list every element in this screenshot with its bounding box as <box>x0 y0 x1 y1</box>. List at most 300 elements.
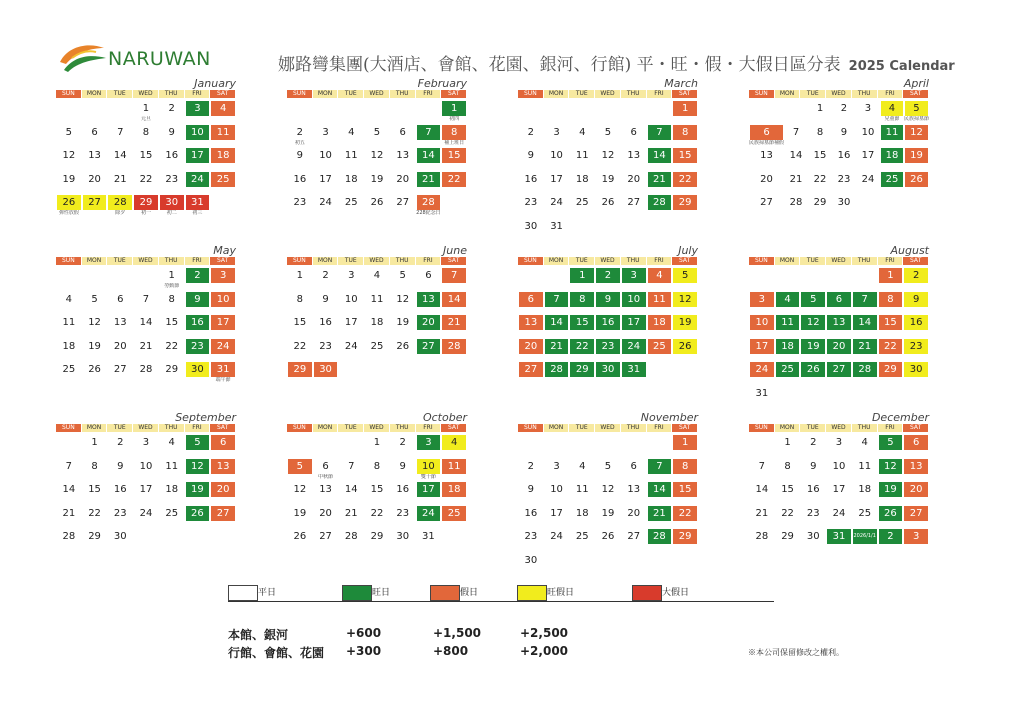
day-cell <box>159 506 185 530</box>
month-april <box>749 77 929 219</box>
day-number: 8 <box>168 293 175 305</box>
day-number: 6 <box>91 126 98 138</box>
day-number: 6 <box>630 460 637 472</box>
day-cell <box>595 292 621 316</box>
day-cell <box>313 172 339 196</box>
weekday-label: FRI <box>185 90 211 98</box>
empty-cell <box>569 101 595 125</box>
day-cell <box>856 101 880 125</box>
day-number: 3 <box>622 268 646 283</box>
day-number: 19 <box>186 482 210 497</box>
day-cell <box>210 459 236 483</box>
day-number: 16 <box>396 484 410 495</box>
month-september <box>56 411 236 553</box>
day-cell <box>775 362 801 386</box>
day-number: 16 <box>904 315 928 330</box>
holiday-note: 初一 <box>140 210 151 216</box>
day-cell <box>518 292 544 316</box>
weekday-header <box>518 424 698 432</box>
day-cell <box>159 339 185 363</box>
pricing-label: 行館、會館、花園 <box>228 646 325 660</box>
day-cell <box>800 292 826 316</box>
day-number: 29 <box>370 531 384 542</box>
empty-cell <box>800 268 826 292</box>
page-title <box>278 50 955 75</box>
day-cell <box>595 195 621 219</box>
weekday-label: THU <box>852 90 878 98</box>
day-cell <box>416 292 442 316</box>
day-number: 2 <box>527 126 535 138</box>
day-number: 3 <box>904 529 928 544</box>
day-number: 14 <box>648 148 672 163</box>
day-number: 20 <box>211 482 235 497</box>
holiday-note: 勞動節 <box>164 283 180 289</box>
day-number: 24 <box>832 507 846 519</box>
day-cell <box>878 459 904 483</box>
day-cell <box>338 268 364 292</box>
day-cell <box>313 292 339 316</box>
day-number: 29 <box>165 364 179 375</box>
day-number: 7 <box>853 292 877 307</box>
day-cell <box>159 268 185 292</box>
day-cell <box>313 459 339 483</box>
weekday-label: THU <box>621 257 647 265</box>
weekday-label: MON <box>82 257 108 265</box>
empty-cell <box>390 101 416 125</box>
day-number: 11 <box>370 293 384 305</box>
day-number: 9 <box>186 292 210 307</box>
day-number: 3 <box>553 460 560 472</box>
day-cell <box>749 172 784 196</box>
day-cell <box>287 172 313 196</box>
weekday-label: FRI <box>416 90 442 98</box>
day-number: 31 <box>550 220 563 232</box>
day-number: 4 <box>881 101 903 116</box>
day-number: 18 <box>858 484 872 495</box>
day-number: 16 <box>165 150 179 161</box>
weekday-label: MON <box>544 257 570 265</box>
day-cell <box>185 435 211 459</box>
weekday-label: FRI <box>416 424 442 432</box>
day-cell <box>832 101 856 125</box>
day-cell <box>647 482 673 506</box>
weekday-label: WED <box>133 90 159 98</box>
day-cell <box>441 172 467 196</box>
day-number: 31 <box>622 362 646 377</box>
weekday-label: THU <box>621 424 647 432</box>
day-cell <box>672 125 698 149</box>
day-cell <box>107 172 133 196</box>
day-cell <box>313 482 339 506</box>
weekday-label: SAT <box>441 257 467 265</box>
day-grid <box>287 101 467 219</box>
day-cell <box>185 362 211 386</box>
day-number: 20 <box>396 173 410 185</box>
day-number: 12 <box>673 292 697 307</box>
day-number: 26 <box>396 340 410 352</box>
day-cell <box>903 292 929 316</box>
day-cell <box>852 506 878 530</box>
day-number: 18 <box>575 507 589 519</box>
day-cell <box>416 172 442 196</box>
day-number: 31 <box>186 195 210 210</box>
day-cell <box>518 459 544 483</box>
day-cell <box>672 148 698 172</box>
day-number: 9 <box>810 460 817 472</box>
weekday-header <box>287 90 467 98</box>
day-number: 10 <box>750 315 774 330</box>
day-cell <box>852 315 878 339</box>
day-cell <box>569 195 595 219</box>
weekday-label: WED <box>826 90 852 98</box>
day-cell <box>544 148 570 172</box>
day-cell <box>800 435 826 459</box>
day-cell <box>82 148 108 172</box>
legend-swatch <box>517 585 547 601</box>
day-cell <box>647 125 673 149</box>
day-cell <box>544 195 570 219</box>
day-cell <box>107 125 133 149</box>
month-name: May <box>213 244 236 257</box>
day-number: 24 <box>550 197 563 208</box>
day-number: 25 <box>776 362 800 377</box>
day-cell <box>159 292 185 316</box>
day-cell <box>647 459 673 483</box>
pricing-value: +1,500 <box>433 626 482 640</box>
weekday-label: FRI <box>878 424 904 432</box>
day-cell <box>903 529 929 553</box>
day-number: 21 <box>648 172 672 187</box>
weekday-label: FRI <box>185 424 211 432</box>
day-number: 22 <box>781 507 794 519</box>
day-number: 6 <box>750 125 783 140</box>
weekday-label: SUN <box>56 424 82 432</box>
day-number: 15 <box>370 484 384 495</box>
empty-cell <box>775 268 801 292</box>
day-cell <box>313 362 339 386</box>
day-number: 29 <box>813 197 827 208</box>
day-number: 2 <box>168 103 175 114</box>
day-cell <box>749 362 775 386</box>
day-cell <box>82 172 108 196</box>
day-number: 18 <box>648 315 672 330</box>
day-number: 10 <box>622 292 646 307</box>
empty-cell <box>56 101 82 125</box>
day-cell <box>808 172 832 196</box>
day-cell <box>56 459 82 483</box>
day-number: 4 <box>442 435 466 450</box>
empty-cell <box>338 101 364 125</box>
day-number: 18 <box>881 148 903 163</box>
day-number: 23 <box>186 339 210 354</box>
day-number: 11 <box>648 292 672 307</box>
day-number: 12 <box>601 150 615 161</box>
day-cell <box>569 459 595 483</box>
day-number: 17 <box>622 315 646 330</box>
day-cell <box>518 506 544 530</box>
weekday-label: TUE <box>569 257 595 265</box>
day-number: 26 <box>905 172 928 187</box>
day-cell <box>441 268 467 292</box>
weekday-label: THU <box>159 257 185 265</box>
day-cell <box>672 292 698 316</box>
day-cell <box>749 529 775 553</box>
weekday-header <box>287 424 467 432</box>
day-number: 10 <box>344 293 358 305</box>
day-cell <box>569 268 595 292</box>
day-number: 5 <box>288 459 312 474</box>
weekday-label: SUN <box>518 257 544 265</box>
day-number: 8 <box>673 459 697 474</box>
day-cell <box>826 482 852 506</box>
day-number: 15 <box>673 482 697 497</box>
day-number: 31 <box>755 387 769 399</box>
day-number: 27 <box>396 197 410 208</box>
holiday-note: 雙十節 <box>420 473 436 480</box>
day-cell <box>784 125 808 149</box>
weekday-header <box>56 90 236 98</box>
weekday-label: SUN <box>749 90 775 98</box>
day-grid <box>749 101 929 219</box>
empty-cell <box>518 435 544 459</box>
day-cell <box>313 529 339 553</box>
day-cell <box>441 435 467 459</box>
day-cell <box>210 482 236 506</box>
day-cell <box>287 125 313 149</box>
day-number: 13 <box>396 150 410 161</box>
legend <box>228 583 774 602</box>
day-cell <box>185 195 211 219</box>
day-number: 4 <box>348 126 355 138</box>
empty-cell <box>56 268 82 292</box>
day-number: 2 <box>399 437 406 448</box>
day-number: 28 <box>417 195 441 210</box>
weekday-label: SAT <box>672 424 698 432</box>
day-cell <box>441 101 467 125</box>
day-number: 29 <box>673 529 697 544</box>
day-cell <box>56 292 82 316</box>
day-cell <box>808 125 832 149</box>
legend-label: 大假日 <box>662 588 690 598</box>
day-number: 15 <box>139 150 153 161</box>
day-number: 14 <box>648 482 672 497</box>
day-number: 2 <box>117 437 124 448</box>
day-cell <box>878 268 904 292</box>
day-cell <box>544 506 570 530</box>
day-number: 16 <box>524 507 538 519</box>
month-january <box>56 77 236 219</box>
day-number: 28 <box>442 339 466 354</box>
day-cell <box>826 529 852 553</box>
day-cell <box>313 148 339 172</box>
day-cell <box>313 268 339 292</box>
day-number: 14 <box>62 484 76 495</box>
month-name: September <box>175 411 236 424</box>
day-number: 22 <box>813 173 827 185</box>
day-cell <box>904 101 929 125</box>
day-number: 24 <box>417 506 441 521</box>
empty-cell <box>107 268 133 292</box>
day-number: 7 <box>442 268 466 283</box>
day-cell <box>808 101 832 125</box>
day-number: 27 <box>519 362 543 377</box>
day-cell <box>185 482 211 506</box>
month-name: August <box>890 244 929 257</box>
day-number: 25 <box>575 531 589 542</box>
day-cell <box>107 148 133 172</box>
day-number: 17 <box>550 507 563 519</box>
day-cell <box>210 362 236 386</box>
day-number: 24 <box>344 340 358 352</box>
day-cell <box>903 339 929 363</box>
day-cell <box>107 315 133 339</box>
day-number: 23 <box>904 339 928 354</box>
weekday-label: SUN <box>518 424 544 432</box>
day-cell <box>390 315 416 339</box>
day-number: 23 <box>293 197 307 208</box>
day-number: 5 <box>373 126 381 138</box>
day-number: 21 <box>113 173 127 185</box>
day-cell <box>107 339 133 363</box>
day-cell <box>672 172 698 196</box>
day-cell <box>569 148 595 172</box>
month-name: March <box>664 77 698 90</box>
day-number: 4 <box>776 292 800 307</box>
day-number: 11 <box>776 315 800 330</box>
holiday-note: 兒童節 <box>884 116 900 122</box>
weekday-label: FRI <box>647 424 673 432</box>
day-cell <box>159 148 185 172</box>
day-number: 6 <box>399 126 406 138</box>
day-cell <box>569 482 595 506</box>
day-cell <box>210 148 236 172</box>
day-number: 10 <box>417 459 441 474</box>
day-number: 6 <box>117 293 124 305</box>
day-cell <box>313 315 339 339</box>
day-number: 7 <box>792 126 800 138</box>
day-number: 4 <box>579 126 586 138</box>
weekday-label: WED <box>826 424 852 432</box>
day-cell <box>672 339 698 363</box>
day-cell <box>364 268 390 292</box>
day-number: 15 <box>293 317 307 328</box>
weekday-label: WED <box>364 257 390 265</box>
day-number: 23 <box>113 507 127 519</box>
day-number: 26 <box>293 531 307 542</box>
day-number: 7 <box>142 293 150 305</box>
day-number: 19 <box>879 482 903 497</box>
day-number: 7 <box>65 460 73 472</box>
day-cell <box>416 315 442 339</box>
day-cell <box>784 172 808 196</box>
day-number: 15 <box>442 148 466 163</box>
day-cell <box>364 195 390 219</box>
day-cell <box>595 339 621 363</box>
day-number: 23 <box>165 173 179 185</box>
day-cell <box>569 529 595 553</box>
day-number: 21 <box>648 506 672 521</box>
empty-cell <box>647 101 673 125</box>
day-number: 30 <box>904 362 928 377</box>
empty-cell <box>544 268 570 292</box>
day-number: 17 <box>139 484 153 495</box>
day-cell <box>338 482 364 506</box>
weekday-label: TUE <box>107 424 133 432</box>
day-number: 14 <box>755 484 769 495</box>
day-cell <box>159 125 185 149</box>
holiday-note: 初二 <box>166 210 177 216</box>
day-number: 2 <box>810 437 817 448</box>
day-cell <box>518 148 544 172</box>
day-number: 8 <box>442 125 466 140</box>
day-number: 23 <box>837 173 851 185</box>
day-number: 21 <box>62 507 76 519</box>
day-number: 27 <box>627 197 641 208</box>
day-cell <box>647 148 673 172</box>
day-cell <box>647 268 673 292</box>
day-cell <box>159 435 185 459</box>
day-cell <box>852 459 878 483</box>
day-number: 14 <box>417 148 441 163</box>
day-number: 27 <box>760 197 773 208</box>
day-number: 5 <box>65 126 73 138</box>
day-cell <box>595 268 621 292</box>
month-october <box>287 411 467 553</box>
day-number: 26 <box>186 506 210 521</box>
day-number: 31 <box>211 362 235 377</box>
day-number: 1 <box>296 270 304 281</box>
day-number: 25 <box>370 340 384 352</box>
day-cell <box>544 292 570 316</box>
day-number: 24 <box>319 197 332 208</box>
day-number: 9 <box>399 460 406 472</box>
day-cell <box>441 148 467 172</box>
legend-swatch <box>632 585 662 601</box>
holiday-note: 中秋節 <box>318 473 334 480</box>
day-cell <box>904 125 929 149</box>
day-cell <box>287 195 313 219</box>
day-cell <box>826 292 852 316</box>
day-number: 2026/1/1 <box>853 529 877 544</box>
day-cell <box>390 172 416 196</box>
day-cell <box>82 529 108 553</box>
day-number: 9 <box>117 460 124 472</box>
day-number: 6 <box>519 292 543 307</box>
day-number: 25 <box>165 507 179 519</box>
weekday-label: TUE <box>338 257 364 265</box>
day-number: 24 <box>186 172 210 187</box>
day-number: 30 <box>524 220 538 232</box>
day-cell <box>210 268 236 292</box>
day-cell <box>287 459 313 483</box>
weekday-label: SUN <box>749 257 775 265</box>
day-number: 14 <box>853 315 877 330</box>
day-cell <box>569 125 595 149</box>
legend-swatch <box>228 585 258 601</box>
day-number: 27 <box>627 531 641 542</box>
day-cell <box>107 292 133 316</box>
day-number: 1 <box>168 270 175 281</box>
day-cell <box>826 339 852 363</box>
weekday-label: MON <box>775 424 801 432</box>
empty-cell <box>338 435 364 459</box>
weekday-label: THU <box>159 90 185 98</box>
day-cell <box>56 482 82 506</box>
holiday-note: 228紀念日 <box>416 210 441 216</box>
month-december <box>749 411 929 553</box>
day-number: 25 <box>62 364 76 375</box>
day-cell <box>185 506 211 530</box>
